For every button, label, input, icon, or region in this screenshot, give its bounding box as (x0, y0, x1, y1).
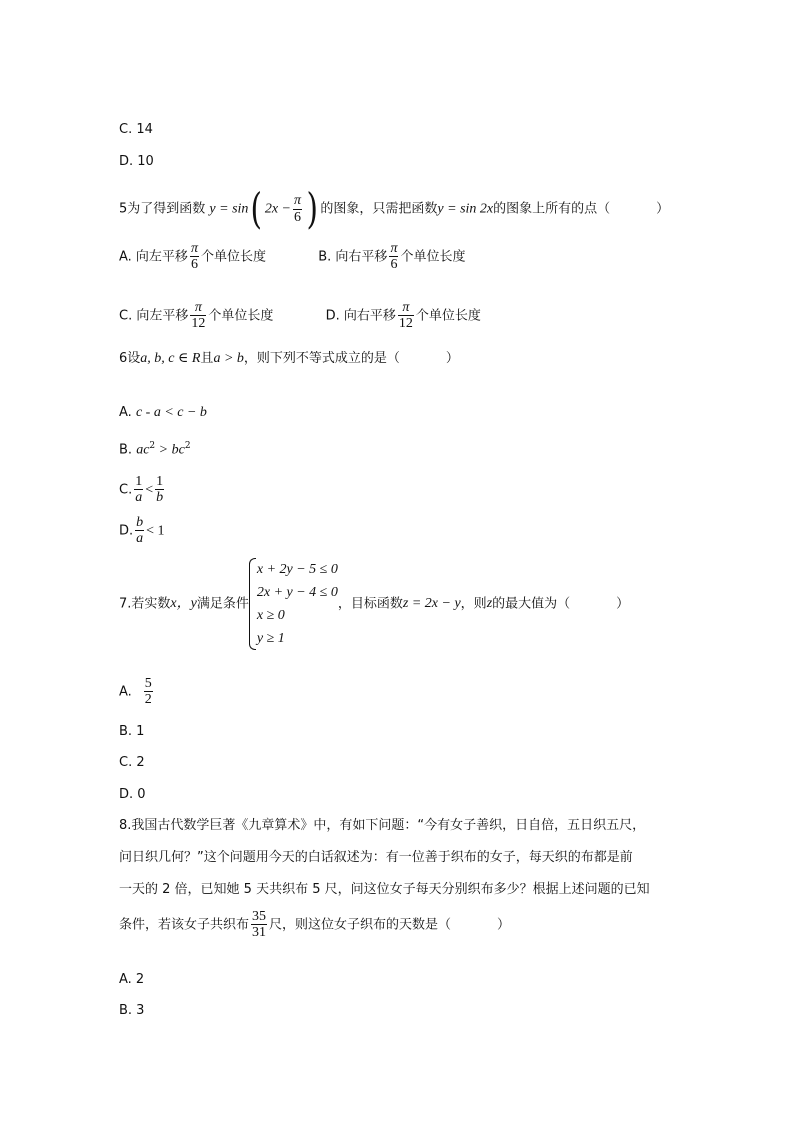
q5-option-a-prefix: A. 向左平移 (119, 249, 188, 265)
q4-option-d: D. 10 (119, 154, 154, 169)
q7-option-a: A. $\frac{5}{2}$ (119, 676, 152, 708)
q6-stem-suffix: ，则下列不等式成立的是（ (243, 351, 400, 366)
q5-stem-suffix: 的图象上所有的点（ (493, 201, 611, 217)
q5-option-d-frac: $\frac{\pi}{12}$ (398, 300, 413, 332)
q5-option-c-suffix: 个单位长度 (208, 308, 274, 324)
q6-option-a: A. c - a < c − b (119, 405, 207, 420)
q6-stem-close: ） (445, 351, 459, 366)
q7-constraint-system (249, 558, 338, 650)
q5-option-d-suffix: 个单位长度 (415, 308, 481, 324)
q8-option-a: A. 2 (119, 972, 145, 987)
q4-option-c: C. 14 (119, 122, 153, 137)
q7-constraint: 2x + y − 4 ≤ 0 (256, 585, 338, 600)
q5-stem-prefix: 5为了得到函数 (119, 201, 206, 217)
q8-fraction: $\frac{35}{31}$ (252, 909, 267, 941)
q7-stem: 7.若实数x，y满足条件 x + 2y − 5 ≤ 0 2x + y − 4 ≤ 0 x ≥ 0 y ≥ 1 ，目标函数z = 2x − y，则z的最大值为（ ） (119, 558, 629, 650)
q5-option-c-prefix: C. 向左平移 (119, 308, 189, 324)
q5-stem-mid: 的图象，只需把函数 (320, 201, 438, 217)
q6-stem-mid: 且 (200, 351, 214, 366)
q5-options-cd (119, 300, 481, 332)
q7-constraint: y ≥ 1 (256, 631, 285, 646)
q5-option-a-suffix: 个单位长度 (200, 249, 266, 265)
q5-option-d-prefix: D. 向右平移 (325, 308, 396, 324)
q5-option-b-frac: $\frac{\pi}{6}$ (390, 241, 398, 273)
q6-vars: a, b, c ∈ R (140, 351, 201, 366)
q6-option-c: C. $\frac{1}{a}$ < $\frac{1}{b}$ (119, 474, 164, 506)
q5-option-b-suffix: 个单位长度 (400, 249, 466, 265)
q6-stem-prefix: 6设 (119, 351, 141, 366)
q6-stem (119, 352, 459, 366)
q5-options-ab (119, 241, 465, 273)
q7-option-d: D. 0 (119, 787, 146, 802)
q5-paren-right: ) (306, 184, 318, 233)
q5-stem (119, 184, 670, 233)
q6-option-d: D. $\frac{b}{a}$ < 1 (119, 515, 165, 547)
q8-option-b: B. 3 (119, 1003, 145, 1018)
q5-func-a-frac: $\frac{\pi}{6}$ (293, 193, 301, 225)
q5-option-a-frac: $\frac{\pi}{6}$ (190, 241, 198, 273)
q5-option-b-prefix: B. 向右平移 (318, 249, 388, 265)
q8-stem-line2: 问日织几何？”这个问题用今天的白话叙述为：有一位善于织布的女子，每天织的布都是前 (119, 850, 633, 865)
q5-option-c-frac: $\frac{\pi}{12}$ (191, 300, 206, 332)
q5-func-a-inner: 2x − (264, 201, 291, 217)
q5-func-a-lhs: y = sin (209, 201, 249, 217)
q5-func-b: y = sin 2x (437, 201, 494, 217)
q8-stem-line4: 条件，若该女子共织布 $\frac{35}{31}$ 尺，则这位女子织布的天数是（ ） (119, 909, 511, 941)
q6-cond: a > b (213, 351, 244, 366)
q5-stem-close: ） (656, 201, 670, 217)
q7-option-c: C. 2 (119, 755, 145, 770)
q8-stem-line1: 8.我国古代数学巨著《九章算术》中，有如下问题：“今有女子善织，日自倍，五日织五尺， (119, 818, 646, 833)
q8-stem-line3: 一天的 2 倍，已知她 5 天共织布 5 尺，问这位女子每天分别织布多少？根据上述问题的已知 (119, 882, 650, 897)
q7-constraint: x ≥ 0 (256, 608, 285, 623)
q5-paren-left: ( (250, 184, 263, 233)
q7-option-b: B. 1 (119, 724, 145, 739)
q6-option-b: B. $ac^2 > bc^2$ (119, 441, 191, 458)
q7-constraint: x + 2y − 5 ≤ 0 (256, 562, 338, 577)
